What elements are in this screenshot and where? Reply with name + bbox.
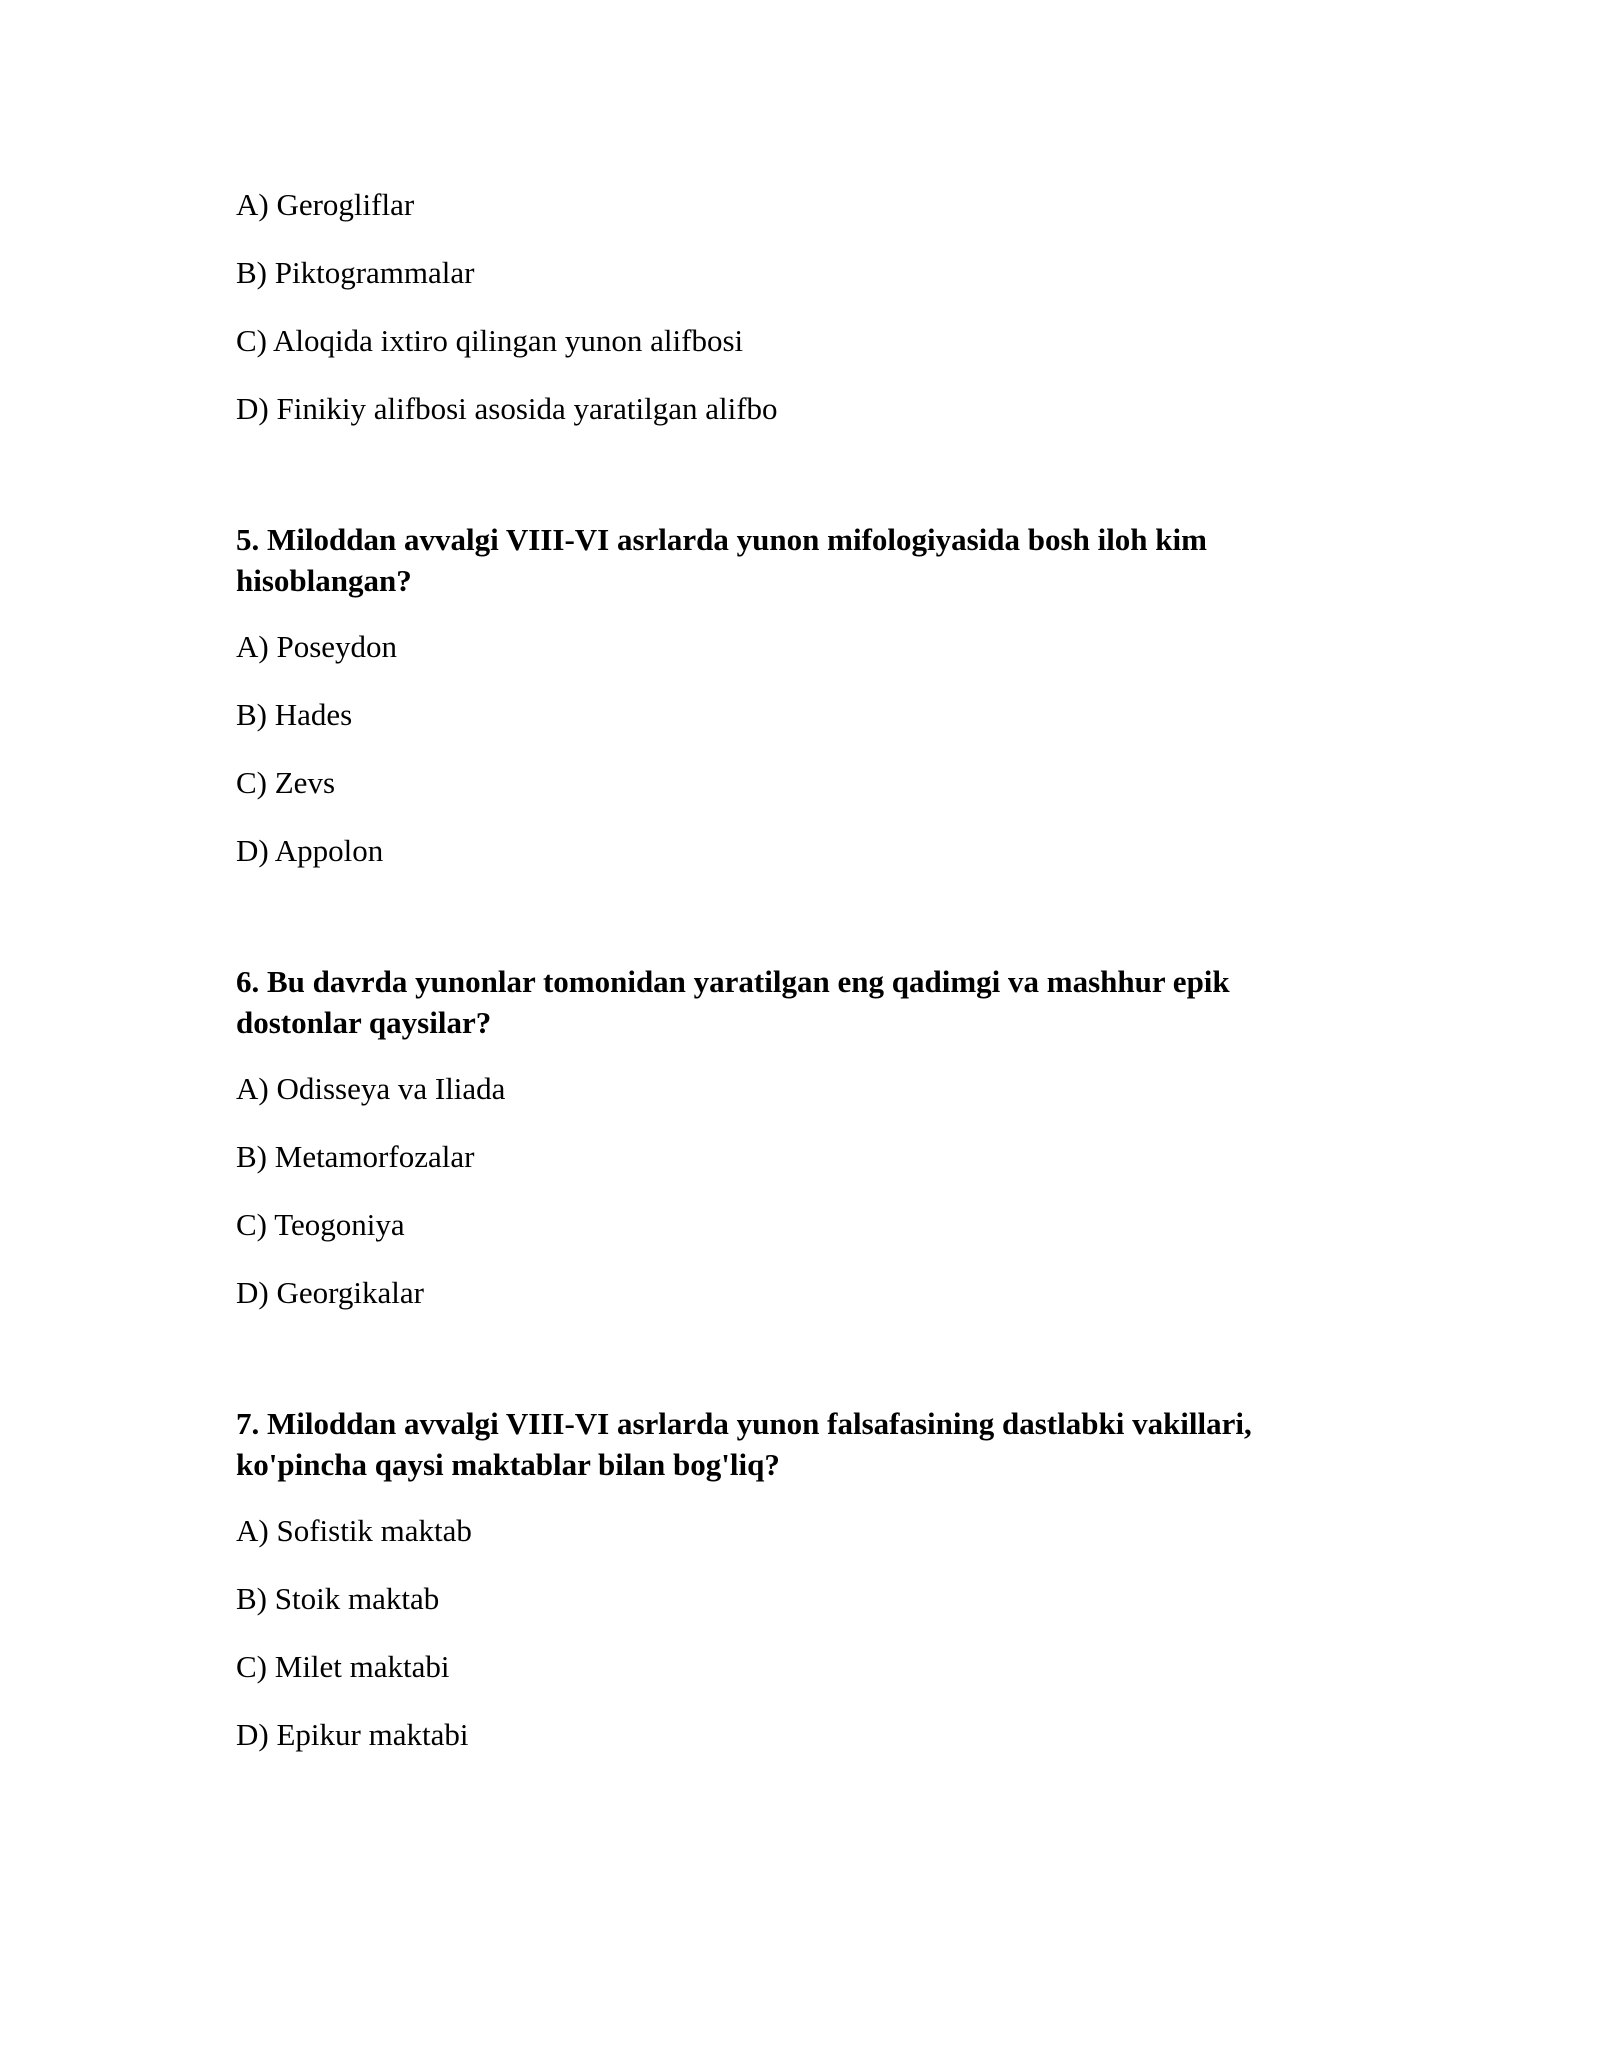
answer-option: B) Metamorfozalar — [236, 1139, 475, 1174]
answer-option: B) Hades — [236, 697, 353, 732]
answer-option: C) Milet maktabi — [236, 1649, 450, 1684]
answer-option: D) Georgikalar — [236, 1275, 424, 1310]
answer-option: A) Odisseya va Iliada — [236, 1071, 506, 1106]
answer-option: C) Zevs — [236, 765, 336, 800]
answer-option: D) Epikur maktabi — [236, 1717, 469, 1752]
question-text: 7. Miloddan avvalgi VIII-VI asrlarda yunon falsafasining dastlabki vakillari, ko'pincha qaysi maktablar bilan bog'liq? — [236, 1406, 1252, 1482]
answer-option: A) Sofistik maktab — [236, 1513, 472, 1548]
answer-option: A) Gerogliflar — [236, 187, 415, 222]
document-content — [236, 185, 1356, 1783]
answer-option: B) Stoik maktab — [236, 1581, 440, 1616]
spacer — [236, 457, 1356, 519]
answer-option: C) Teogoniya — [236, 1207, 405, 1242]
question-block-7 — [236, 1403, 1356, 1755]
question-text: 6. Bu davrda yunonlar tomonidan yaratilgan eng qadimgi va mashhur epik dostonlar qaysilar? — [236, 964, 1230, 1040]
answer-option: C) Aloqida ixtiro qilingan yunon alifbosi — [236, 323, 744, 358]
option-list-previous-question — [236, 185, 1356, 429]
spacer — [236, 1341, 1356, 1403]
answer-option: D) Finikiy alifbosi asosida yaratilgan alifbo — [236, 391, 778, 426]
question-text: 5. Miloddan avvalgi VIII-VI asrlarda yunon mifologiyasida bosh iloh kim hisoblangan? — [236, 522, 1207, 598]
question-block-6 — [236, 961, 1356, 1313]
question-block-5 — [236, 519, 1356, 871]
answer-option: D) Appolon — [236, 833, 384, 868]
answer-option: A) Poseydon — [236, 629, 398, 664]
spacer — [236, 899, 1356, 961]
answer-option: B) Piktogrammalar — [236, 255, 475, 290]
